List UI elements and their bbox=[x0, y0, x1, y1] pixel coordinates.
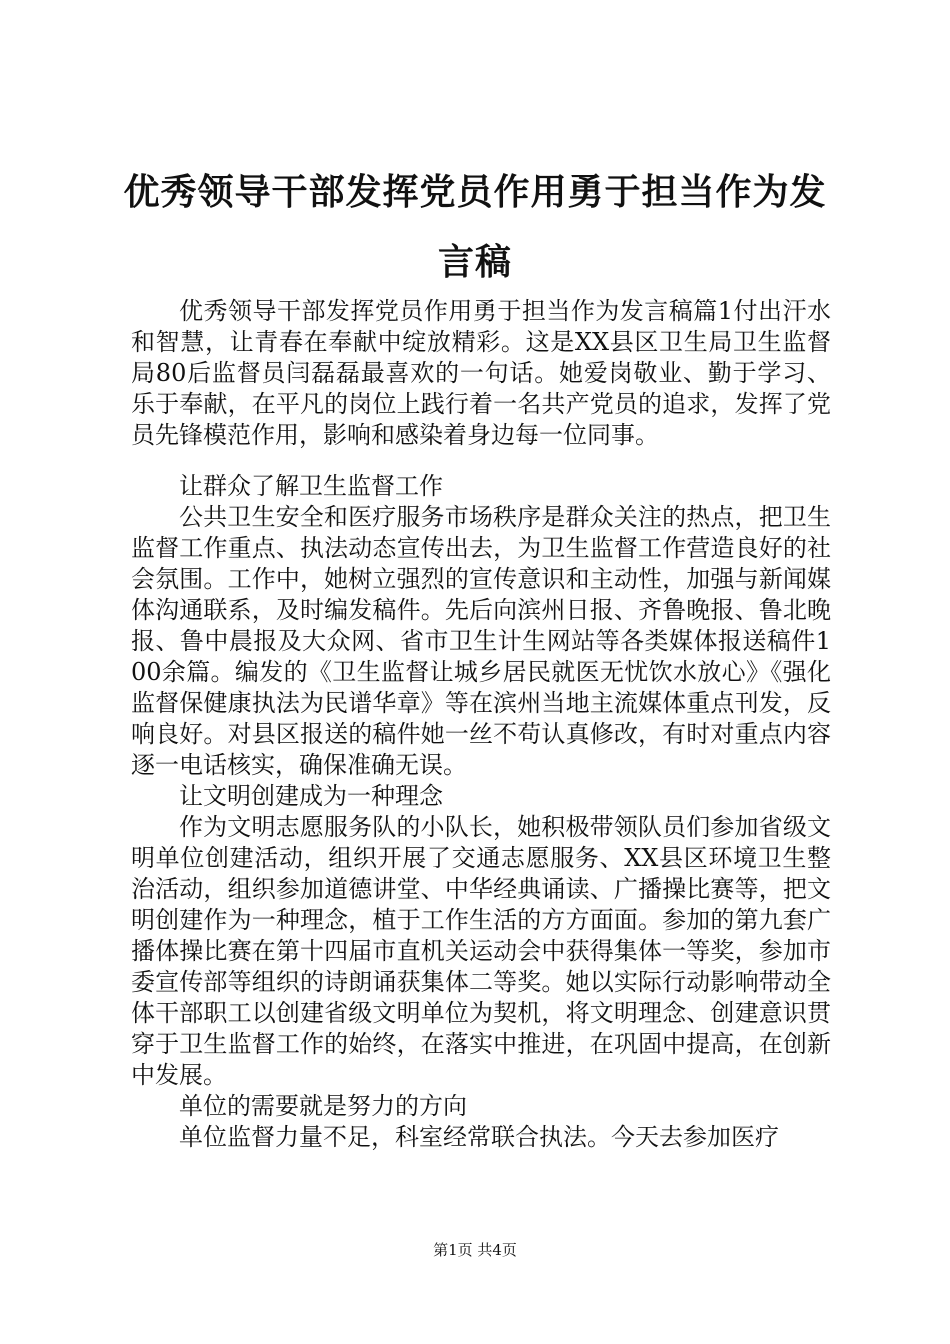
page-number-footer: 第1页 共4页 bbox=[433, 1241, 517, 1259]
paragraph-publicity: 公共卫生安全和医疗服务市场秩序是群众关注的热点，把卫生监督工作重点、执法动态宣传出去，为卫生监督工作营造良好的社会氛围。工作中，她树立强烈的宣传意识和主动性，加强与新闻媒体沟通联系，及时编发稿件。先后向滨州日报、齐鲁晚报、鲁北晚报、鲁中晨报及大众网、省市卫生计生网站等各类媒体报送稿件100余篇。编发的《卫生监督让城乡居民就医无忧饮水放心》《强化监督保健康执法为民谱华章》等在滨州当地主流媒体重点刊发，反响良好。对县区报送的稿件她一丝不苟认真修改，有时对重点内容逐一电话核实，确保准确无误。 bbox=[131, 503, 831, 779]
section-heading-publicity: 让群众了解卫生监督工作 bbox=[179, 472, 443, 500]
section-heading-civilization: 让文明创建成为一种理念 bbox=[179, 782, 443, 810]
paragraph-civilization: 作为文明志愿服务队的小队长，她积极带领队员们参加省级文明单位创建活动，组织开展了交通志愿服务、XX县区环境卫生整治活动，组织参加道德讲堂、中华经典诵读、广播操比赛等，把文明创建作为一种理念，植于工作生活的方方面面。参加的第九套广播体操比赛在第十四届市直机关运动会中获得集体一等奖，参加市委宣传部等组织的诗朗诵获集体二等奖。她以实际行动影响带动全体干部职工以创建省级文明单位为契机，将文明理念、创建意识贯穿于卫生监督工作的始终，在落实中推进，在巩固中提高，在创新中发展。 bbox=[131, 813, 831, 1089]
section-heading-unit-needs: 单位的需要就是努力的方向 bbox=[179, 1092, 467, 1120]
paragraph-unit-needs: 单位监督力量不足，科室经常联合执法。今天去参加医疗 bbox=[179, 1123, 779, 1151]
paragraph-intro: 优秀领导干部发挥党员作用勇于担当作为发言稿篇1付出汗水和智慧，让青春在奉献中绽放精彩。这是XX县区卫生局卫生监督局80后监督员闫磊磊最喜欢的一句话。她爱岗敬业、勤于学习、乐于奉献，在平凡的岗位上践行着一名共产党员的追求，发挥了党员先锋模范作用，影响和感染着身边每一位同事。 bbox=[131, 297, 831, 449]
document-body bbox=[131, 296, 831, 1153]
document-title: 优秀领导干部发挥党员作用勇于担当作为发言稿 bbox=[123, 172, 827, 283]
paragraph-spacer bbox=[131, 451, 831, 471]
